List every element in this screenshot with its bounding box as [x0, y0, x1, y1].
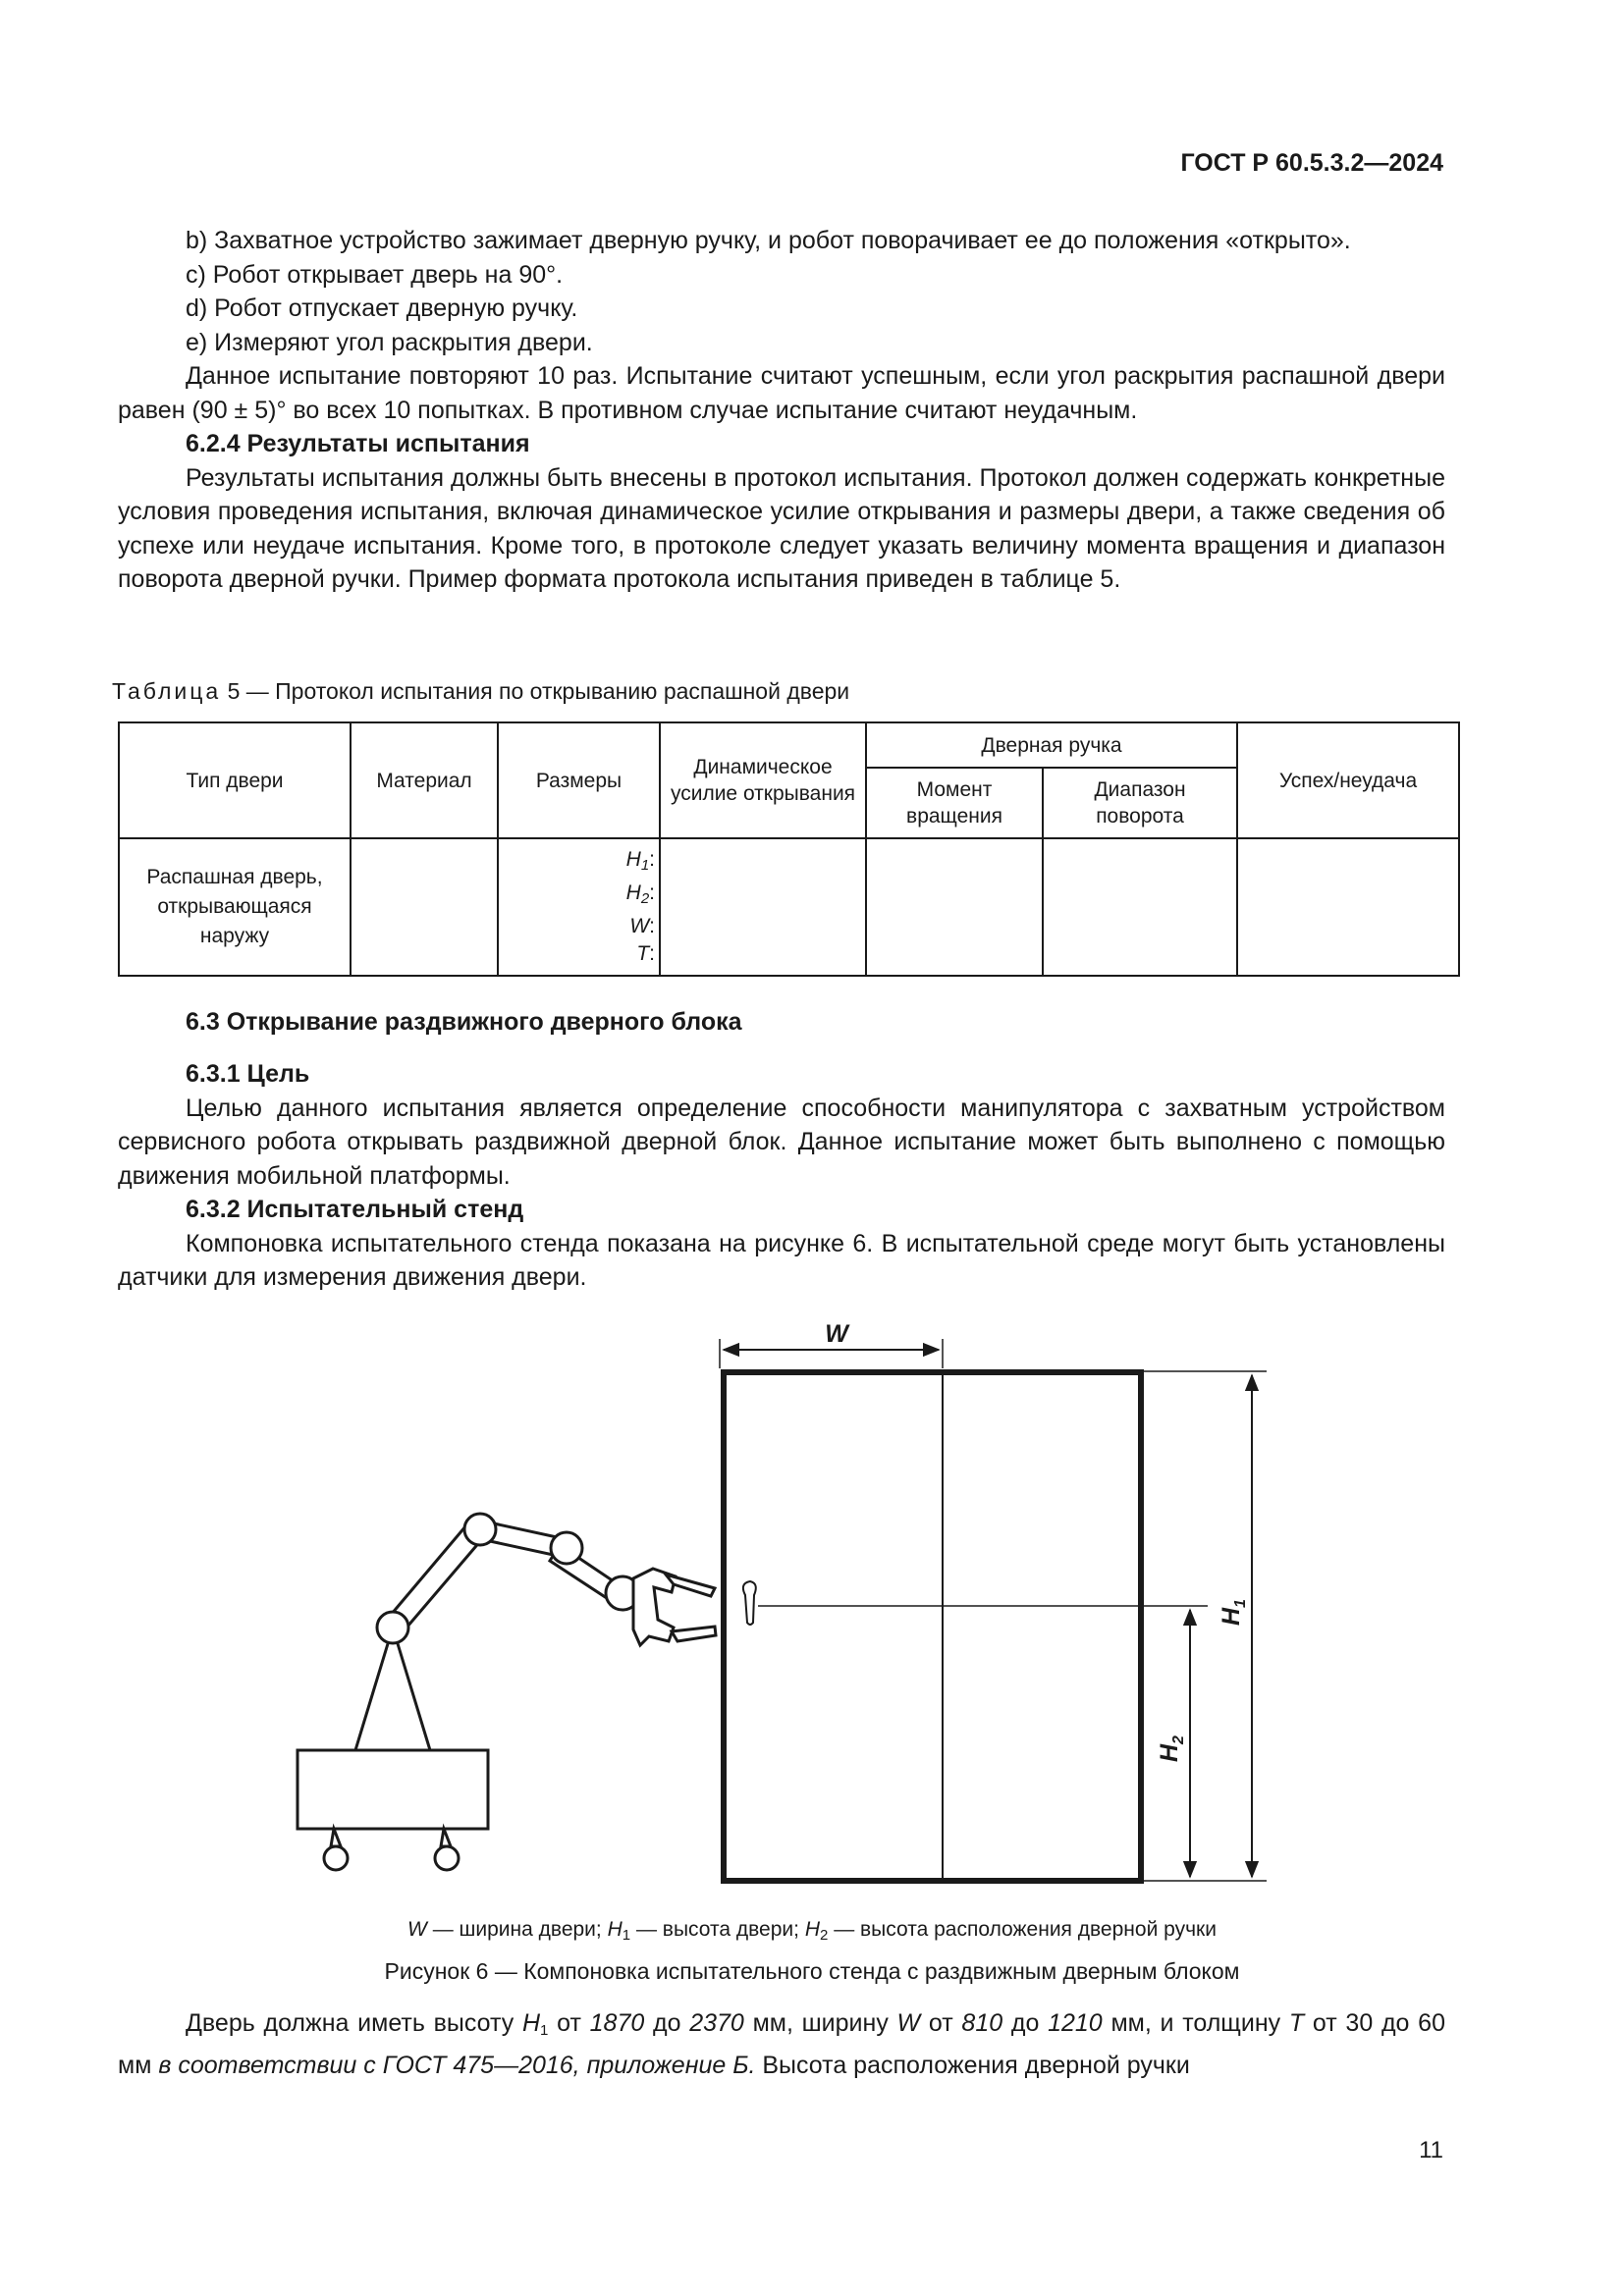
header-range: Диапазон поворота — [1043, 768, 1237, 838]
paragraph-results: Результаты испытания должны быть внесены в протокол испытания. Протокол должен содержать конкретные условия проведения испытания, включая динамическое усилие открывания и размеры двери, а также сведения об успехе или неудаче испытания. Кроме того, в протоколе следует указать величину момента вращения и диапазон поворота дверной ручки. Пример формата протокола испытания приведен в таблице 5. — [118, 463, 1445, 593]
list-item-e: e) Измеряют угол раскрытия двери. — [186, 328, 593, 356]
dimension-list — [542, 846, 655, 968]
cell-torque — [866, 838, 1043, 976]
cell-range — [1043, 838, 1237, 976]
header-dynamic-force: Динамическое усилие открывания — [660, 722, 866, 838]
section-6-3-text — [118, 1057, 1445, 1295]
label-h2: $H_2$ — [1156, 1735, 1187, 1762]
header-torque: Момент вращения — [866, 768, 1043, 838]
table-caption — [112, 678, 849, 705]
door-handle-icon — [743, 1581, 756, 1625]
cell-result — [1237, 838, 1459, 976]
header-result: Успех/неудача — [1237, 722, 1459, 838]
table-row — [119, 838, 1459, 976]
paragraph-repeat: Данное испытание повторяют 10 раз. Испытание считают успешным, если угол раскрытия распашной двери равен (90 ± 5)° во всех 10 попытках. В противном случае испытание считают неудачным. — [118, 362, 1445, 424]
header-sizes: Размеры — [498, 722, 660, 838]
protocol-table — [118, 721, 1460, 977]
label-w: W — [825, 1320, 848, 1348]
list-item-c: c) Робот открывает дверь на 90°. — [186, 260, 564, 289]
header-door-type: Тип двери — [119, 722, 351, 838]
robot-arm-icon — [355, 1514, 716, 1750]
heading-6-3-2: 6.3.2 Испытательный стенд — [186, 1196, 524, 1223]
mobile-platform-icon — [298, 1750, 488, 1870]
dim-w: W: — [629, 915, 655, 937]
bottom-paragraph — [118, 2006, 1445, 2082]
list-item-d: d) Робот отпускает дверную ручку. — [186, 294, 578, 322]
cell-material — [351, 838, 498, 976]
dim-t: T: — [636, 942, 655, 965]
h1-dimension — [1141, 1371, 1267, 1881]
cell-door-type: Распашная дверь, открывающаяся наружу — [119, 838, 351, 976]
paragraph-door-dims: Дверь должна иметь высоту $H_1$ от 1870 до 2370 мм, ширину W от 810 до 1210 мм, и толщину T от 30 до 60 мм в соответствии с ГОСТ 475—2016, приложение Б. Высота расположения дверной ручки — [118, 2009, 1445, 2079]
doc-code-header: ГОСТ Р 60.5.3.2—2024 — [1180, 149, 1443, 177]
table-caption-text: 5 — Протокол испытания по открыванию распашной двери — [227, 678, 850, 704]
paragraph-stand: Компоновка испытательного стенда показана на рисунке 6. В испытательной среде могут быть установлены датчики для измерения движения двери. — [118, 1229, 1445, 1291]
header-material: Материал — [351, 722, 498, 838]
heading-6-2-4: 6.2.4 Результаты испытания — [186, 430, 530, 457]
dim-h2: $H_2$: — [625, 881, 655, 907]
header-door-handle: Дверная ручка — [866, 722, 1237, 768]
cell-dynamic-force — [660, 838, 866, 976]
label-h1: $H_1$ — [1218, 1599, 1249, 1626]
page-number: 11 — [1419, 2137, 1443, 2163]
figure-legend: W — ширина двери; $H_1$ — высота двери; $H_2$ — высота расположения дверной ручки — [407, 1918, 1217, 1944]
heading-6-3-1: 6.3.1 Цель — [186, 1060, 310, 1088]
table-caption-word: Таблица — [112, 678, 222, 704]
sliding-door — [724, 1372, 1141, 1881]
dim-h1: $H_1$: — [625, 848, 655, 874]
test-stand-figure — [0, 1306, 1624, 1914]
heading-6-3: 6.3 Открывание раздвижного дверного блока — [186, 1008, 742, 1036]
paragraph-goal: Целью данного испытания является определение способности манипулятора с захватным устройством сервисного робота открывать раздвижной дверной блок. Данное испытание может быть выполнено с помощью движения мобильной платформы. — [118, 1094, 1445, 1190]
cell-sizes — [498, 838, 660, 976]
list-item-b: b) Захватное устройство зажимает дверную ручку, и робот поворачивает ее до положения «открыто». — [186, 227, 1351, 254]
top-text-block — [118, 224, 1445, 597]
figure-caption: Рисунок 6 — Компоновка испытательного стенда с раздвижным дверным блоком — [384, 1958, 1240, 1984]
